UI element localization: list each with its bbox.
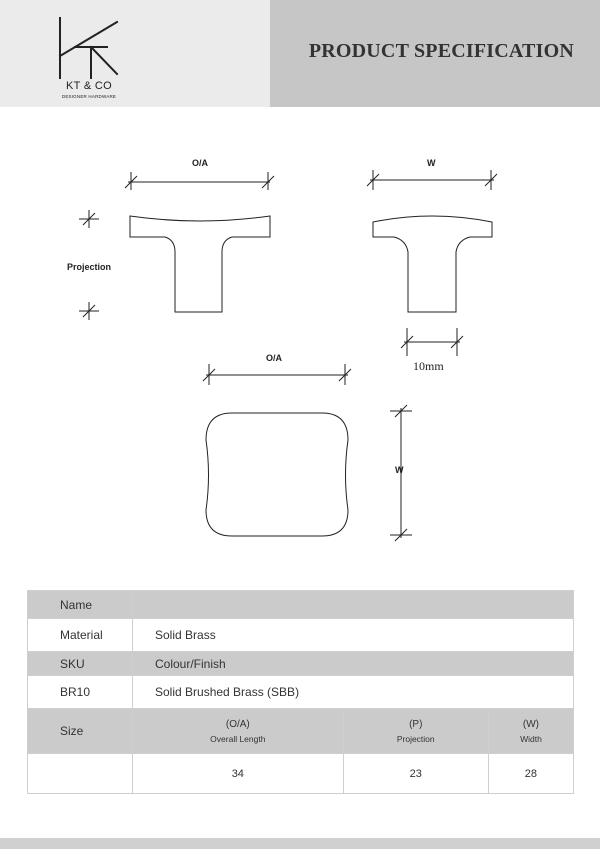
side-w-dimension xyxy=(367,170,497,190)
size-value-blank xyxy=(28,754,133,794)
page-title: PRODUCT SPECIFICATION xyxy=(308,40,574,62)
dimension-name: Overall Length xyxy=(210,733,266,744)
sku-label: SKU xyxy=(28,652,133,676)
dimension-abbr: (P) xyxy=(409,718,423,730)
footer-bar xyxy=(0,838,600,849)
top-oa-label: O/A xyxy=(266,353,283,363)
material-label: Material xyxy=(28,619,133,652)
top-oa-dimension xyxy=(203,364,351,385)
side-view-knob-icon xyxy=(373,216,492,312)
name-label: Name xyxy=(28,591,133,619)
dimension-abbr: (O/A) xyxy=(225,718,250,730)
top-view-knob-icon xyxy=(206,413,348,536)
top-w-label: W xyxy=(395,465,404,475)
sku-value: BR10 xyxy=(28,676,133,709)
spec-row-material xyxy=(28,619,574,652)
stem-width-label: 10mm xyxy=(413,359,444,373)
material-value: Solid Brass xyxy=(133,619,574,652)
front-view-knob-icon xyxy=(130,216,270,312)
spec-row-name xyxy=(28,591,574,619)
dimension-abbr: (W) xyxy=(522,718,539,730)
size-label: Size xyxy=(28,709,133,754)
spec-row-sku xyxy=(28,652,574,676)
spec-table xyxy=(27,590,574,794)
projection-label: Projection xyxy=(67,262,112,272)
side-w-label: W xyxy=(427,158,436,168)
dimension-header-p xyxy=(343,709,488,754)
brand-name: KT & CO xyxy=(66,80,112,92)
colour-value: Solid Brushed Brass (SBB) xyxy=(133,676,574,709)
spec-row-sku-values xyxy=(28,676,574,709)
dimension-header-oa xyxy=(133,709,344,754)
dimension-name: Width xyxy=(520,733,542,744)
front-oa-dimension xyxy=(125,172,274,190)
dimension-header-w xyxy=(488,709,573,754)
stem-width-dimension xyxy=(401,328,463,356)
colour-label: Colour/Finish xyxy=(133,652,574,676)
front-oa-label: O/A xyxy=(192,158,209,168)
dimension-value-w: 28 xyxy=(488,754,573,794)
dimension-value-oa: 34 xyxy=(133,754,344,794)
dimension-name: Projection xyxy=(396,733,435,744)
name-value xyxy=(133,591,574,619)
brand-tagline: DESIGNER HARDWARE xyxy=(61,94,117,99)
dimension-value-p: 23 xyxy=(343,754,488,794)
spec-row-size xyxy=(28,709,574,754)
spec-row-size-values xyxy=(28,754,574,794)
